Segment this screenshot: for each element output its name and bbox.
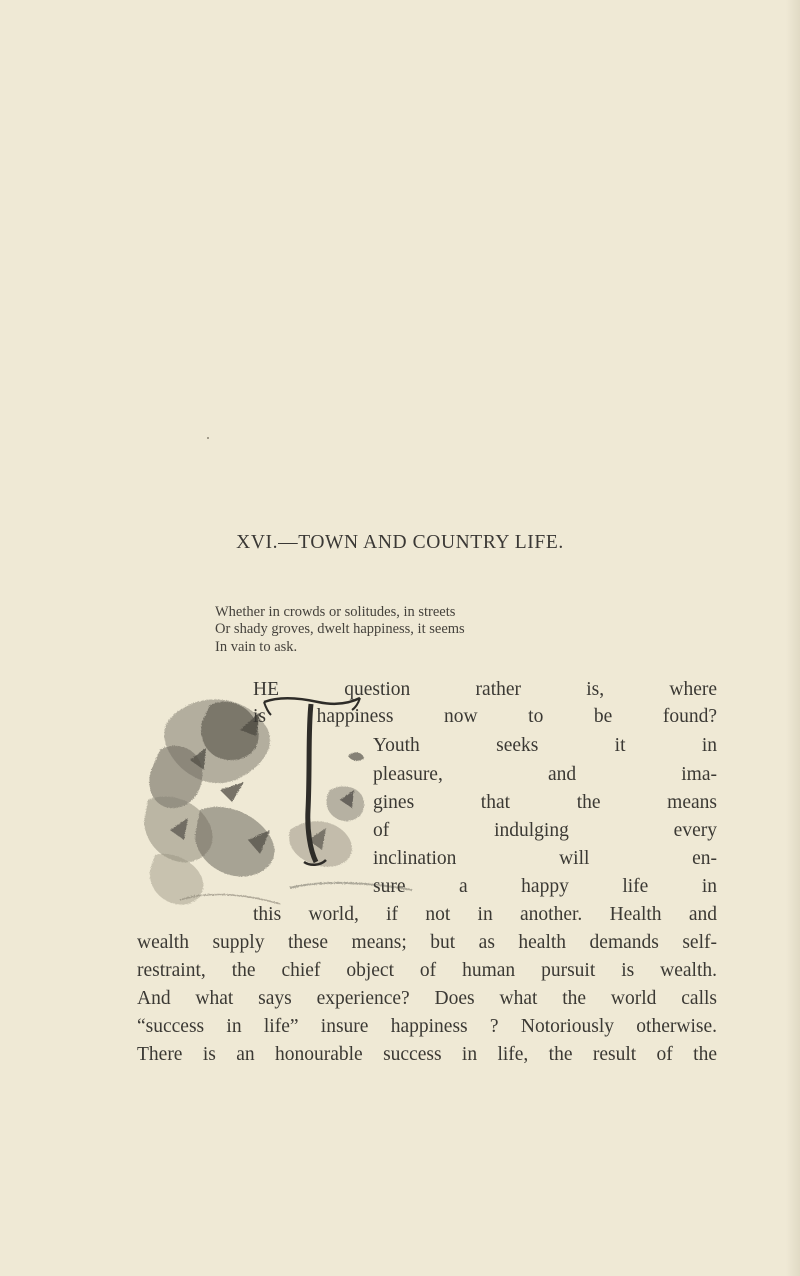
text-line: is happiness now to be found?: [253, 706, 717, 727]
epigraph: [215, 604, 675, 656]
text-line: pleasure, and ima-: [373, 764, 717, 785]
text-line: Youth seeks it in: [373, 735, 717, 756]
text-line: inclination will en-: [373, 848, 717, 869]
text-line: this world, if not in another. Health and: [253, 904, 717, 925]
text-line: And what says experience? Does what the world calls: [137, 988, 717, 1009]
text-line: of indulging every: [373, 820, 717, 841]
text-line: wealth supply these means; but as health demands self-: [137, 932, 717, 953]
text-line: “success in life” insure happiness ? Notoriously otherwise.: [137, 1016, 717, 1037]
epigraph-line: Whether in crowds or solitudes, in streets: [215, 604, 456, 620]
body-text: [137, 676, 737, 1065]
text-line: restraint, the chief object of human pursuit is wealth.: [137, 960, 717, 981]
text-line: There is an honourable success in life, the result of the: [137, 1044, 717, 1065]
epigraph-line: In vain to ask.: [215, 638, 298, 655]
text-line: sure a happy life in: [373, 876, 717, 897]
paper-speck: [207, 437, 209, 439]
chapter-title: XVI.—TOWN AND COUNTRY LIFE.: [236, 532, 564, 553]
epigraph-line: Or shady groves, dwelt happiness, it seems: [215, 621, 465, 638]
text-line: gines that the means: [373, 792, 717, 813]
first-line: HE question rather is, where: [253, 679, 717, 700]
page-edge-shadow: [786, 0, 800, 1276]
